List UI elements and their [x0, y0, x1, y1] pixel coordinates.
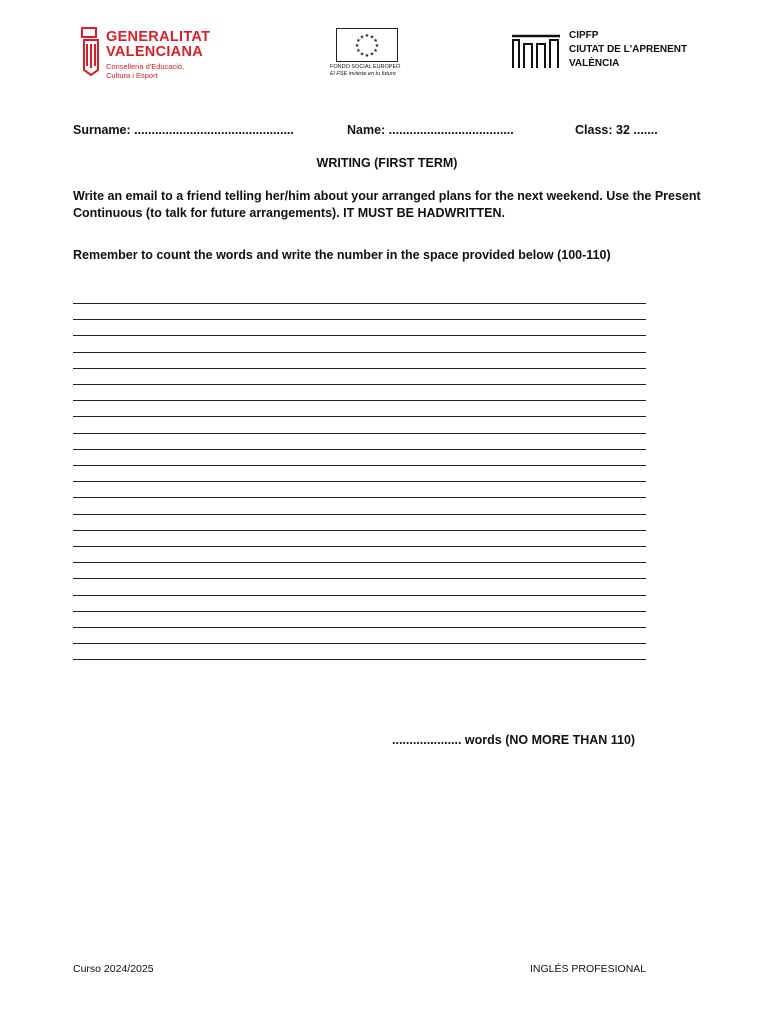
eu-star-icon: ★ [373, 38, 378, 44]
writing-line [73, 497, 646, 498]
eu-stars-icon [337, 29, 397, 61]
cipfp-logo-line1: CIPFP [569, 30, 599, 41]
writing-line [73, 659, 646, 660]
generalitat-valenciana-logo [80, 22, 220, 82]
generalitat-emblem-icon [80, 24, 102, 76]
eu-star-icon: ★ [356, 38, 361, 44]
eu-flag-icon [336, 28, 398, 62]
gv-logo-line2: VALENCIANA [106, 44, 203, 60]
writing-line [73, 303, 646, 304]
writing-line [73, 433, 646, 434]
gv-logo-line1: GENERALITAT [106, 29, 211, 45]
writing-line [73, 416, 646, 417]
eu-star-icon: ★ [354, 43, 360, 49]
page-title: WRITING (FIRST TERM) [316, 156, 458, 170]
eu-star-icon: ★ [369, 34, 375, 41]
writing-line [73, 595, 646, 596]
name-field: Name: .................................... [347, 123, 514, 137]
writing-line [73, 530, 646, 531]
eu-star-icon: ★ [364, 33, 370, 39]
eu-star-icon: ★ [356, 48, 361, 54]
writing-line [73, 465, 646, 466]
eu-star-icon: ★ [364, 53, 370, 59]
task-instructions: Write an email to a friend telling her/him about your arranged plans for the next weekend. Use the Present Continuous (to talk for future arrangements). IT MUST BE HADWRITTEN. [73, 189, 701, 220]
writing-line [73, 449, 646, 450]
gv-logo-subtitle [106, 62, 216, 80]
eu-star-icon: ★ [374, 43, 380, 49]
class-field: Class: 32 ....... [575, 123, 658, 137]
writing-line [73, 562, 646, 563]
writing-line [73, 514, 646, 515]
eu-social-fund-logo [330, 28, 410, 78]
surname-field: Surname: .............................................. [73, 123, 294, 137]
writing-line [73, 627, 646, 628]
eu-logo-tagline: El FSE invierte en tu futuro [330, 71, 396, 77]
writing-line [73, 352, 646, 353]
writing-line [73, 368, 646, 369]
writing-line [73, 319, 646, 320]
cipfp-logo-line2: CIUTAT DE L'APRENENT [569, 44, 688, 55]
cipfp-logo-line3: VALÈNCIA [569, 58, 620, 69]
footer-subject: INGLÉS PROFESIONAL [530, 963, 647, 975]
eu-star-icon: ★ [359, 51, 365, 58]
eu-star-icon: ★ [369, 51, 375, 58]
cipfp-logo [510, 30, 690, 74]
word-count-reminder: Remember to count the words and write the number in the space provided below (100-110) [73, 248, 611, 262]
eu-logo-caption: FONDO SOCIAL EUROPEO [330, 64, 401, 70]
gv-logo-sub1: Conselleria d'Educació, [106, 62, 185, 71]
writing-line [73, 643, 646, 644]
writing-line [73, 335, 646, 336]
writing-line [73, 400, 646, 401]
writing-line [73, 546, 646, 547]
writing-line [73, 481, 646, 482]
eu-star-icon: ★ [373, 48, 378, 54]
footer-course: Curso 2024/2025 [73, 963, 154, 975]
word-count-note: .................... words (NO MORE THAN 110) [392, 733, 636, 747]
writing-line [73, 578, 646, 579]
writing-line [73, 611, 646, 612]
gv-logo-sub2: Cultura i Esport [106, 71, 158, 80]
writing-line [73, 384, 646, 385]
cipfp-building-icon [510, 30, 562, 70]
eu-star-icon: ★ [359, 34, 365, 41]
